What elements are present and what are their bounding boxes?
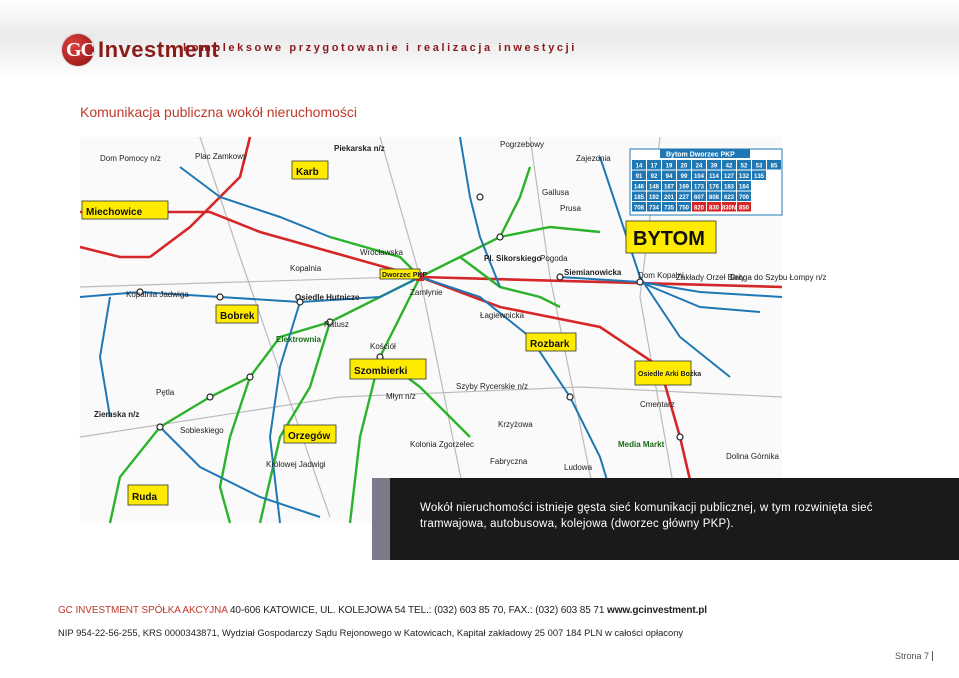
route-cell-label: 85	[770, 163, 778, 170]
district-ruda: Ruda	[132, 492, 157, 503]
label-cmentarz: Cmentarz	[640, 400, 675, 409]
label-prusa: Prusa	[560, 204, 581, 213]
page-number	[895, 651, 933, 661]
route-cell-label: 24	[695, 163, 703, 170]
label-zaklady: Zakłady Orzeł Biały	[676, 273, 745, 282]
route-cell-label: 94	[665, 173, 673, 180]
district-arki-bozka: Osiedle Arki Bożka	[638, 371, 702, 378]
transport-map	[80, 137, 827, 523]
logo-mark: GC	[66, 39, 94, 61]
station-dworzec-pkp: Dworzec PKP	[382, 272, 428, 279]
label-droga: Droga do Szybu Łompy n/z	[730, 273, 827, 282]
district-orzegow: Orzegów	[288, 431, 331, 442]
label-pogrzebowy: Pogrzebowy	[500, 140, 545, 149]
info-box	[372, 478, 959, 560]
map-svg	[80, 137, 827, 523]
info-text: Wokół nieruchomości istnieje gęsta sieć komunikacji publicznej, w tym rozwinięta sieć tramwajowa, autobusowa, kolejowa (dworzec główny PKP).	[420, 502, 873, 530]
route-cell-label: 14	[635, 163, 643, 170]
route-cell-label: 830	[708, 205, 720, 212]
route-cell-label: 734	[648, 205, 660, 212]
route-cell-label: 227	[678, 194, 690, 201]
route-cell-label: 42	[725, 163, 733, 170]
label-kosciol: Kościół	[370, 342, 396, 351]
label-siemianowicka: Siemianowicka	[564, 268, 622, 277]
district-szombierki: Szombierki	[354, 366, 408, 377]
label-kopalnia-jadwiga: Kopalnia Jadwiga	[126, 290, 189, 299]
route-cell-label: 132	[738, 173, 750, 180]
label-kolonia: Kolonia Zgorzelec	[410, 440, 475, 449]
route-cell-label: 184	[738, 184, 750, 191]
route-cell-label: 135	[753, 173, 765, 180]
label-media-markt: Media Markt	[618, 440, 665, 449]
label-dom-pomocy: Dom Pomocy n/z	[100, 154, 161, 163]
route-cell-label: 201	[663, 194, 675, 201]
label-dom-kopalni: Dom Kopalni	[638, 271, 684, 280]
route-cell-label: 148	[648, 184, 660, 191]
label-szyby-rycerskie: Szyby Rycerskie n/z	[456, 382, 529, 391]
route-cell-label: 176	[708, 184, 720, 191]
logo-circle-icon	[62, 34, 94, 66]
footer-website-link[interactable]: www.gcinvestment.pl	[607, 605, 707, 616]
label-mlyn: Młyn n/z	[386, 392, 416, 401]
route-cell-label: 183	[723, 184, 735, 191]
label-piekarska: Piekarska n/z	[334, 144, 385, 153]
route-cell-label: 169	[678, 184, 690, 191]
label-ratusz: Ratusz	[324, 320, 349, 329]
label-ziemska: Ziemska n/z	[94, 410, 140, 419]
label-krzyzowa: Krzyżowa	[498, 420, 533, 429]
label-ludowa: Ludowa	[564, 463, 593, 472]
label-pogoda: Pogoda	[540, 254, 568, 263]
route-cell-label: 808	[708, 194, 720, 201]
label-pl-sikorskiego: Pl. Sikorskiego	[484, 254, 542, 263]
route-cell-label: 623	[723, 194, 735, 201]
label-gallusa: Gallusa	[542, 188, 570, 197]
route-cell-label: 92	[650, 173, 658, 180]
label-plac-zamkowy: Plac Zamkowy	[195, 152, 248, 161]
label-dolina-gornika: Dolina Górnika	[726, 452, 779, 461]
district-karb: Karb	[296, 167, 319, 178]
label-osiedle-hutnicze: Osiedle Hutnicze	[295, 293, 360, 302]
route-table-title: Bytom Dworzec PKP	[666, 151, 735, 159]
district-bobrek: Bobrek	[220, 311, 255, 322]
route-cell-label: 114	[709, 173, 719, 180]
header-tagline: kompleksowe przygotowanie i realizacja inwestycji	[183, 42, 577, 54]
footer-address: 40-606 KATOWICE, UL. KOLEJOWA 54 TEL.: (032) 603 85 70, FAX.: (032) 603 85 71	[227, 605, 608, 616]
route-cell-label: 192	[648, 194, 660, 201]
route-cell-label: 167	[663, 184, 675, 191]
district-bytom: BYTOM	[633, 228, 705, 250]
route-cell-label: 708	[633, 205, 645, 212]
route-cell-label: 91	[635, 173, 643, 180]
footer-contact	[58, 605, 707, 616]
route-cell-label: 53	[755, 163, 763, 170]
label-kopalnia: Kopalnia	[290, 264, 322, 273]
logo-word: Investment	[98, 37, 220, 62]
route-cell-label: 20	[680, 163, 688, 170]
label-zajezdnia: Zajezdnia	[576, 154, 611, 163]
label-sobieskiego: Sobieskiego	[180, 426, 224, 435]
label-zamlynie: Zamłynie	[410, 288, 443, 297]
footer-company: GC INVESTMENT SPÓŁKA AKCYJNA	[58, 605, 228, 616]
route-cell-label: 17	[650, 163, 658, 170]
route-cell-label: 19	[665, 163, 673, 170]
page-title: Komunikacja publiczna wokół nieruchomości	[80, 104, 358, 120]
route-cell-label: 185	[633, 194, 645, 201]
label-elektrownia: Elektrownia	[276, 335, 321, 344]
district-rozbark: Rozbark	[530, 339, 570, 350]
district-miechowice: Miechowice	[86, 207, 143, 218]
label-krolowej-jadwigi: Królowej Jadwigi	[266, 460, 326, 469]
page-label: Strona	[894, 651, 922, 661]
route-cell-label: 607	[693, 194, 705, 201]
route-cell-label: 830N	[721, 205, 737, 212]
route-cell-label: 173	[693, 184, 705, 191]
label-wroclawska: Wrocławska	[360, 248, 403, 257]
route-cell-label: 735	[663, 205, 675, 212]
label-lagiewnicka: Łagiewnicka	[480, 311, 525, 320]
route-cell-label: 104	[693, 173, 705, 180]
route-cell-label: 52	[740, 163, 748, 170]
route-cell-label: 39	[710, 163, 718, 170]
route-cell-label: 750	[678, 205, 690, 212]
route-cell-label: 146	[633, 184, 645, 191]
route-cell-label: 700	[738, 194, 750, 201]
route-table	[630, 149, 782, 215]
route-cell-label: 850	[738, 205, 750, 212]
footer-legal: NIP 954-22-56-255, KRS 0000343871, Wydział Gospodarczy Sądu Rejonowego w Katowicach, Kapitał zakładowy 25 007 184 PLN w całości opłacony	[58, 627, 684, 638]
label-fabryczna: Fabryczna	[490, 457, 528, 466]
page-value: 7	[923, 651, 929, 661]
route-cell-label: 99	[680, 173, 688, 180]
route-cell-label: 820	[693, 205, 705, 212]
label-petla: Pętla	[156, 388, 175, 397]
route-cell-label: 127	[723, 173, 735, 180]
